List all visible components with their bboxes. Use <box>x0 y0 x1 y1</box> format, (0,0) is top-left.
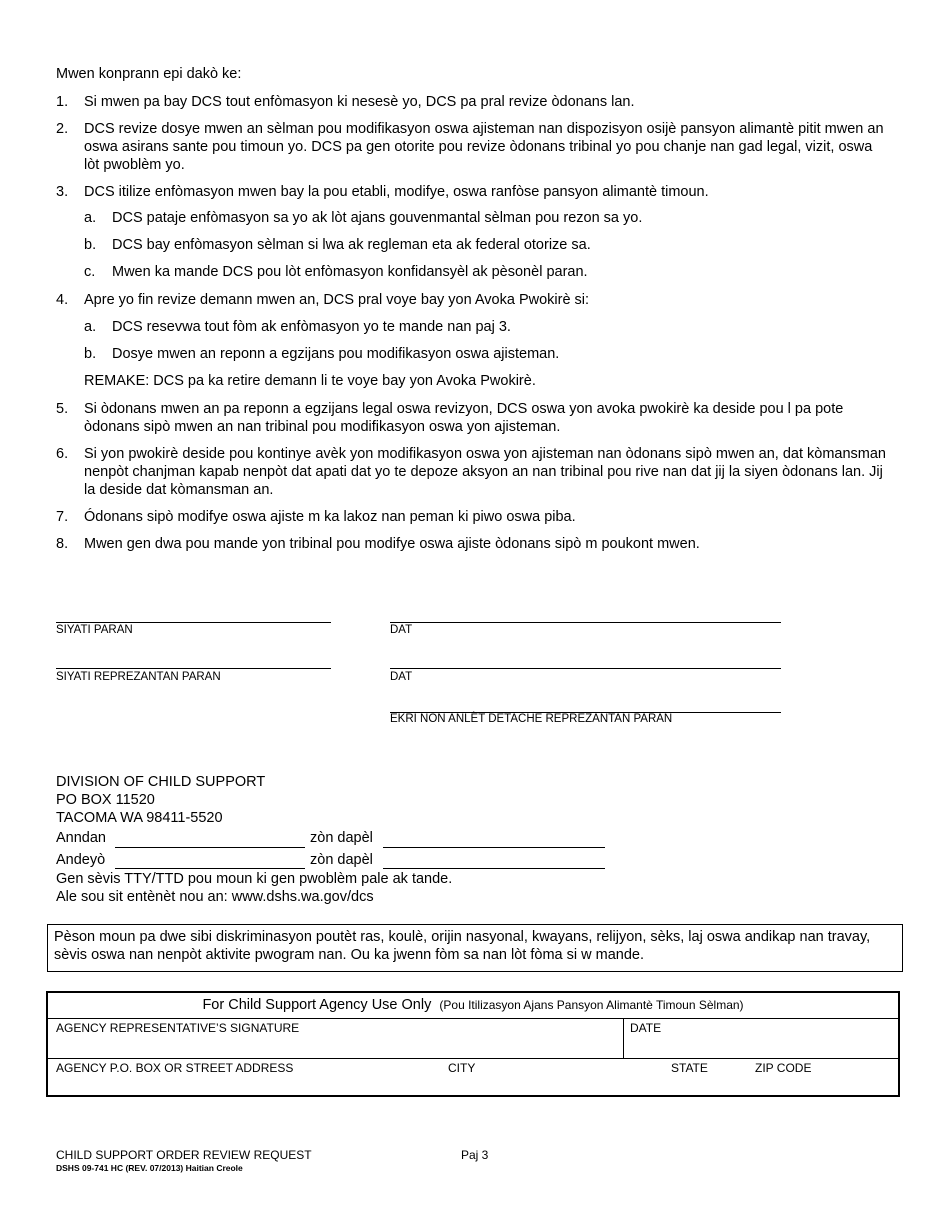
date-label-1: DAT <box>390 624 413 636</box>
zon-dapel-line-2[interactable] <box>383 868 605 869</box>
form-id: DSHS 09-741 HC (REV. 07/2013) Haitian Creole <box>56 1163 243 1173</box>
agency-city-field[interactable]: CITY <box>448 1061 476 1075</box>
divider <box>48 1058 898 1059</box>
anndan-label: Anndan <box>56 830 106 846</box>
non-discrimination-notice: Pèson moun pa dwe sibi diskriminasyon poutèt ras, koulè, orijin nasyonal, kwayans, relijyon, sèks, laj oswa andikap nan travay, sèvis oswa nan nenpòt aktivite pwogram nan. Ou ka jwenn fòm sa nan lòt fòma si w mande. <box>47 924 903 972</box>
form-title: CHILD SUPPORT ORDER REVIEW REQUEST <box>56 1148 312 1162</box>
zon-dapel-label-1: zòn dapèl <box>310 830 373 846</box>
intro-text: Mwen konprann epi dakò ke: <box>56 66 242 82</box>
agency-date-field[interactable]: DATE <box>630 1021 662 1035</box>
address-line-2: PO BOX 11520 <box>56 792 155 808</box>
zon-dapel-line-1[interactable] <box>383 847 605 848</box>
divider <box>48 1018 898 1019</box>
date-line-2[interactable] <box>390 668 781 669</box>
rep-name-label: EKRI NON ANLÈT DETACHE REPREZANTAN PARAN <box>390 713 673 725</box>
rep-signature-label: SIYATI REPREZANTAN PARAN <box>56 671 221 683</box>
andeyo-label: Andeyò <box>56 852 106 868</box>
agency-box-subtitle: (Pou Itilizasyon Ajans Pansyon Alimantè Timoun Sèlman) <box>439 998 744 1012</box>
rep-signature-line[interactable] <box>56 668 331 669</box>
address-line-1: DIVISION OF CHILD SUPPORT <box>56 774 266 790</box>
agency-use-box <box>46 991 900 1097</box>
website-info: Ale sou sit entènèt nou an: www.dshs.wa.gov/dcs <box>56 889 374 905</box>
address-line-3: TACOMA WA 98411-5520 <box>56 810 223 826</box>
zon-dapel-label-2: zòn dapèl <box>310 852 373 868</box>
remake-note: REMAKE: DCS pa ka retire demann li te voye bay yon Avoka Pwokirè. <box>84 373 536 389</box>
divider <box>623 1018 624 1058</box>
date-line-1[interactable] <box>390 622 781 623</box>
date-label-2: DAT <box>390 671 413 683</box>
agency-state-field[interactable]: STATE <box>671 1061 708 1075</box>
andeyo-phone-line[interactable] <box>115 868 305 869</box>
page-number: Paj 3 <box>461 1148 489 1162</box>
tty-info: Gen sèvis TTY/TTD pou moun ki gen pwoblèm pale ak tande. <box>56 871 453 887</box>
agency-rep-signature-field[interactable]: AGENCY REPRESENTATIVE’S SIGNATURE <box>56 1021 300 1035</box>
parent-signature-label: SIYATI PARAN <box>56 624 133 636</box>
agency-address-field[interactable]: AGENCY P.O. BOX OR STREET ADDRESS <box>56 1061 294 1075</box>
parent-signature-line[interactable] <box>56 622 331 623</box>
agency-box-title: For Child Support Agency Use Only <box>202 997 432 1013</box>
anndan-phone-line[interactable] <box>115 847 305 848</box>
agency-zip-field[interactable]: ZIP CODE <box>755 1061 812 1075</box>
agency-box-header <box>48 997 898 1013</box>
